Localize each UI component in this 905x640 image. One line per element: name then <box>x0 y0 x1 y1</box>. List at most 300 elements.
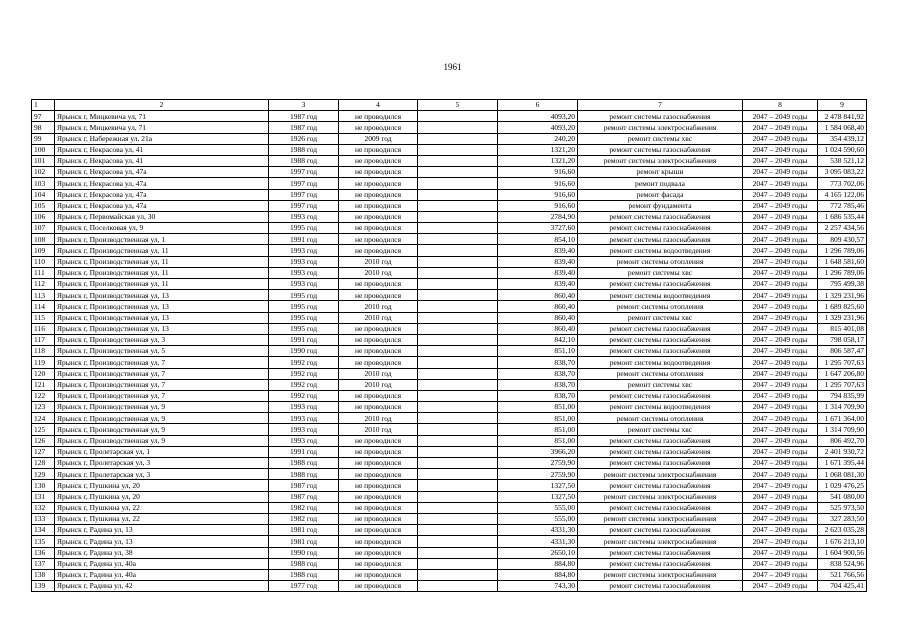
row-number-cell: 109 <box>32 245 55 256</box>
row-number-cell: 113 <box>32 290 55 301</box>
period-cell: 2047 – 2049 годы <box>743 390 818 401</box>
address-cell: Ярынск г, Некрасова ул, 47а <box>55 189 269 200</box>
cost-cell: 806 587,47 <box>818 346 867 357</box>
cost-cell: 3 095 083,22 <box>818 167 867 178</box>
cost-cell: 1 671 364,00 <box>818 413 867 424</box>
area-cell: 860,40 <box>498 312 578 323</box>
period-cell: 2047 – 2049 годы <box>743 155 818 166</box>
area-cell: 1321,20 <box>498 144 578 155</box>
cost-cell: 2 257 434,56 <box>818 223 867 234</box>
table-row <box>32 167 867 178</box>
period-cell: 2047 – 2049 годы <box>743 357 818 368</box>
col-5-cell <box>418 256 498 267</box>
row-number-cell: 108 <box>32 234 55 245</box>
last-repair-year-cell: не проводился <box>339 189 418 200</box>
address-cell: Ярынск г, Производственная ул, 3 <box>55 334 269 345</box>
work-type-cell: ремонт системы электроснабжения <box>578 569 743 580</box>
period-cell: 2047 – 2049 годы <box>743 245 818 256</box>
work-type-cell: ремонт системы газоснабжения <box>578 458 743 469</box>
row-number-cell: 103 <box>32 178 55 189</box>
build-year-cell: 1993 год <box>269 402 339 413</box>
col-5-cell <box>418 424 498 435</box>
cost-cell: 1 686 535,44 <box>818 211 867 222</box>
last-repair-year-cell: 2010 год <box>339 424 418 435</box>
column-header: 1 <box>32 100 55 111</box>
address-cell: Ярынск г, Некрасова ул, 47а <box>55 167 269 178</box>
build-year-cell: 1981 год <box>269 525 339 536</box>
col-5-cell <box>418 290 498 301</box>
column-header: 9 <box>818 100 867 111</box>
col-5-cell <box>418 513 498 524</box>
col-5-cell <box>418 189 498 200</box>
last-repair-year-cell: не проводился <box>339 346 418 357</box>
table-row <box>32 111 867 122</box>
col-5-cell <box>418 122 498 133</box>
col-5-cell <box>418 200 498 211</box>
column-header: 3 <box>269 100 339 111</box>
table-row <box>32 513 867 524</box>
build-year-cell: 1997 год <box>269 167 339 178</box>
table-row <box>32 122 867 133</box>
table-row <box>32 133 867 144</box>
row-number-cell: 124 <box>32 413 55 424</box>
cost-cell: 1 314 709,90 <box>818 424 867 435</box>
column-header: 6 <box>498 100 578 111</box>
cost-cell: 541 080,00 <box>818 491 867 502</box>
work-type-cell: ремонт системы газоснабжения <box>578 446 743 457</box>
cost-cell: 798 058,17 <box>818 334 867 345</box>
work-type-cell: ремонт системы газоснабжения <box>578 211 743 222</box>
address-cell: Ярынск г, Некрасова ул, 41 <box>55 144 269 155</box>
build-year-cell: 1987 год <box>269 480 339 491</box>
address-cell: Ярынск г, Производственная ул, 9 <box>55 435 269 446</box>
area-cell: 842,10 <box>498 334 578 345</box>
row-number-cell: 101 <box>32 155 55 166</box>
build-year-cell: 1995 год <box>269 290 339 301</box>
last-repair-year-cell: не проводился <box>339 513 418 524</box>
work-type-cell: ремонт системы газоснабжения <box>578 547 743 558</box>
table-row <box>32 155 867 166</box>
build-year-cell: 1993 год <box>269 211 339 222</box>
area-cell: 4331,30 <box>498 536 578 547</box>
last-repair-year-cell: не проводился <box>339 223 418 234</box>
table-row <box>32 491 867 502</box>
build-year-cell: 1993 год <box>269 413 339 424</box>
build-year-cell: 1993 год <box>269 279 339 290</box>
cost-cell: 525 973,50 <box>818 502 867 513</box>
last-repair-year-cell: 2010 год <box>339 256 418 267</box>
work-type-cell: ремонт системы газоснабжения <box>578 581 743 592</box>
cost-cell: 1 671 395,44 <box>818 458 867 469</box>
cost-cell: 1 068 081,30 <box>818 469 867 480</box>
table-row <box>32 547 867 558</box>
build-year-cell: 1992 год <box>269 368 339 379</box>
table-row <box>32 245 867 256</box>
work-type-cell: ремонт системы газоснабжения <box>578 558 743 569</box>
cost-cell: 521 766,56 <box>818 569 867 580</box>
period-cell: 2047 – 2049 годы <box>743 446 818 457</box>
col-5-cell <box>418 480 498 491</box>
build-year-cell: 1990 год <box>269 547 339 558</box>
build-year-cell: 1988 год <box>269 558 339 569</box>
col-5-cell <box>418 301 498 312</box>
area-cell: 2650,10 <box>498 547 578 558</box>
row-number-cell: 110 <box>32 256 55 267</box>
table-header-row <box>32 100 867 111</box>
area-cell: 839,40 <box>498 279 578 290</box>
row-number-cell: 116 <box>32 323 55 334</box>
col-5-cell <box>418 133 498 144</box>
address-cell: Ярынск г, Поселковая ул, 9 <box>55 223 269 234</box>
row-number-cell: 102 <box>32 167 55 178</box>
last-repair-year-cell: не проводился <box>339 547 418 558</box>
table-row <box>32 413 867 424</box>
work-type-cell: ремонт системы газоснабжения <box>578 346 743 357</box>
row-number-cell: 128 <box>32 458 55 469</box>
work-type-cell: ремонт системы отопления <box>578 413 743 424</box>
area-cell: 884,80 <box>498 558 578 569</box>
area-cell: 860,40 <box>498 290 578 301</box>
cost-cell: 1 295 707,63 <box>818 379 867 390</box>
table-row <box>32 402 867 413</box>
row-number-cell: 112 <box>32 279 55 290</box>
cost-cell: 1 296 789,06 <box>818 245 867 256</box>
row-number-cell: 99 <box>32 133 55 144</box>
area-cell: 555,00 <box>498 502 578 513</box>
area-cell: 916,60 <box>498 167 578 178</box>
address-cell: Ярынск г, Пушкина ул, 20 <box>55 480 269 491</box>
period-cell: 2047 – 2049 годы <box>743 200 818 211</box>
row-number-cell: 125 <box>32 424 55 435</box>
last-repair-year-cell: 2009 год <box>339 133 418 144</box>
last-repair-year-cell: не проводился <box>339 469 418 480</box>
work-type-cell: ремонт системы водоотведения <box>578 290 743 301</box>
area-cell: 838,70 <box>498 368 578 379</box>
period-cell: 2047 – 2049 годы <box>743 312 818 323</box>
address-cell: Ярынск г, Радина ул, 13 <box>55 525 269 536</box>
row-number-cell: 132 <box>32 502 55 513</box>
cost-cell: 1 604 900,56 <box>818 547 867 558</box>
work-type-cell: ремонт системы электроснабжения <box>578 491 743 502</box>
period-cell: 2047 – 2049 годы <box>743 122 818 133</box>
work-type-cell: ремонт системы отопления <box>578 368 743 379</box>
area-cell: 1321,20 <box>498 155 578 166</box>
area-cell: 851,10 <box>498 346 578 357</box>
build-year-cell: 1995 год <box>269 301 339 312</box>
cost-cell: 538 521,12 <box>818 155 867 166</box>
address-cell: Ярынск г, Набережная ул, 21а <box>55 133 269 144</box>
work-type-cell: ремонт системы хвс <box>578 267 743 278</box>
last-repair-year-cell: не проводился <box>339 446 418 457</box>
build-year-cell: 1987 год <box>269 122 339 133</box>
row-number-cell: 126 <box>32 435 55 446</box>
cost-cell: 838 524,96 <box>818 558 867 569</box>
period-cell: 2047 – 2049 годы <box>743 368 818 379</box>
address-cell: Ярынск г, Мицкевича ул, 71 <box>55 111 269 122</box>
area-cell: 851,00 <box>498 413 578 424</box>
column-header: 4 <box>339 100 418 111</box>
period-cell: 2047 – 2049 годы <box>743 189 818 200</box>
col-5-cell <box>418 491 498 502</box>
work-type-cell: ремонт системы газоснабжения <box>578 334 743 345</box>
address-cell: Ярынск г, Мицкевича ул, 71 <box>55 122 269 133</box>
period-cell: 2047 – 2049 годы <box>743 256 818 267</box>
area-cell: 2759,90 <box>498 469 578 480</box>
build-year-cell: 1988 год <box>269 458 339 469</box>
row-number-cell: 129 <box>32 469 55 480</box>
cost-cell: 1 029 476,25 <box>818 480 867 491</box>
row-number-cell: 106 <box>32 211 55 222</box>
build-year-cell: 1988 год <box>269 569 339 580</box>
work-type-cell: ремонт системы газоснабжения <box>578 502 743 513</box>
build-year-cell: 1995 год <box>269 223 339 234</box>
last-repair-year-cell: не проводился <box>339 111 418 122</box>
address-cell: Ярынск г, Радина ул, 38 <box>55 547 269 558</box>
work-type-cell: ремонт системы хвс <box>578 379 743 390</box>
last-repair-year-cell: не проводился <box>339 502 418 513</box>
address-cell: Ярынск г, Радина ул, 40а <box>55 558 269 569</box>
period-cell: 2047 – 2049 годы <box>743 569 818 580</box>
area-cell: 839,40 <box>498 267 578 278</box>
table-row <box>32 581 867 592</box>
work-type-cell: ремонт системы электроснабжения <box>578 469 743 480</box>
area-cell: 860,40 <box>498 301 578 312</box>
col-5-cell <box>418 413 498 424</box>
last-repair-year-cell: 2010 год <box>339 312 418 323</box>
build-year-cell: 1993 год <box>269 424 339 435</box>
build-year-cell: 1981 год <box>269 536 339 547</box>
period-cell: 2047 – 2049 годы <box>743 178 818 189</box>
work-type-cell: ремонт крыши <box>578 167 743 178</box>
table-row <box>32 211 867 222</box>
last-repair-year-cell: не проводился <box>339 279 418 290</box>
row-number-cell: 122 <box>32 390 55 401</box>
table-row <box>32 558 867 569</box>
table-row <box>32 301 867 312</box>
area-cell: 3727,60 <box>498 223 578 234</box>
col-5-cell <box>418 379 498 390</box>
col-5-cell <box>418 223 498 234</box>
period-cell: 2047 – 2049 годы <box>743 346 818 357</box>
address-cell: Ярынск г, Производственная ул, 9 <box>55 402 269 413</box>
period-cell: 2047 – 2049 годы <box>743 458 818 469</box>
row-number-cell: 134 <box>32 525 55 536</box>
table-row <box>32 446 867 457</box>
last-repair-year-cell: не проводился <box>339 357 418 368</box>
last-repair-year-cell: не проводился <box>339 558 418 569</box>
col-5-cell <box>418 569 498 580</box>
row-number-cell: 137 <box>32 558 55 569</box>
table-row <box>32 279 867 290</box>
address-cell: Ярынск г, Производственная ул, 11 <box>55 245 269 256</box>
row-number-cell: 138 <box>32 569 55 580</box>
row-number-cell: 131 <box>32 491 55 502</box>
cost-cell: 795 499,38 <box>818 279 867 290</box>
period-cell: 2047 – 2049 годы <box>743 144 818 155</box>
table-row <box>32 346 867 357</box>
address-cell: Ярынск г, Производственная ул, 7 <box>55 390 269 401</box>
address-cell: Ярынск г, Первомайская ул, 30 <box>55 211 269 222</box>
row-number-cell: 136 <box>32 547 55 558</box>
area-cell: 916,60 <box>498 189 578 200</box>
col-5-cell <box>418 581 498 592</box>
work-type-cell: ремонт системы газоснабжения <box>578 223 743 234</box>
row-number-cell: 100 <box>32 144 55 155</box>
period-cell: 2047 – 2049 годы <box>743 223 818 234</box>
area-cell: 1327,50 <box>498 491 578 502</box>
col-5-cell <box>418 267 498 278</box>
column-header: 7 <box>578 100 743 111</box>
period-cell: 2047 – 2049 годы <box>743 413 818 424</box>
last-repair-year-cell: не проводился <box>339 323 418 334</box>
table-row <box>32 368 867 379</box>
col-5-cell <box>418 279 498 290</box>
build-year-cell: 1992 год <box>269 379 339 390</box>
cost-cell: 704 425,41 <box>818 581 867 592</box>
column-header: 8 <box>743 100 818 111</box>
build-year-cell: 1988 год <box>269 469 339 480</box>
work-type-cell: ремонт системы газоснабжения <box>578 323 743 334</box>
area-cell: 3966,20 <box>498 446 578 457</box>
row-number-cell: 111 <box>32 267 55 278</box>
area-cell: 916,60 <box>498 200 578 211</box>
last-repair-year-cell: 2010 год <box>339 301 418 312</box>
last-repair-year-cell: 2010 год <box>339 368 418 379</box>
table-row <box>32 502 867 513</box>
area-cell: 839,40 <box>498 245 578 256</box>
build-year-cell: 1988 год <box>269 144 339 155</box>
address-cell: Ярынск г, Производственная ул, 7 <box>55 357 269 368</box>
row-number-cell: 127 <box>32 446 55 457</box>
area-cell: 854,10 <box>498 234 578 245</box>
table-row <box>32 379 867 390</box>
build-year-cell: 1995 год <box>269 312 339 323</box>
build-year-cell: 1987 год <box>269 491 339 502</box>
period-cell: 2047 – 2049 годы <box>743 211 818 222</box>
row-number-cell: 121 <box>32 379 55 390</box>
last-repair-year-cell: не проводился <box>339 491 418 502</box>
cost-cell: 1 329 231,96 <box>818 312 867 323</box>
cost-cell: 1 329 231,96 <box>818 290 867 301</box>
address-cell: Ярынск г, Производственная ул, 5 <box>55 346 269 357</box>
col-5-cell <box>418 346 498 357</box>
area-cell: 851,00 <box>498 402 578 413</box>
row-number-cell: 115 <box>32 312 55 323</box>
work-type-cell: ремонт системы газоснабжения <box>578 144 743 155</box>
address-cell: Ярынск г, Производственная ул, 11 <box>55 267 269 278</box>
period-cell: 2047 – 2049 годы <box>743 290 818 301</box>
cost-cell: 1 024 590,60 <box>818 144 867 155</box>
work-type-cell: ремонт системы газоснабжения <box>578 435 743 446</box>
table-row <box>32 424 867 435</box>
build-year-cell: 1997 год <box>269 178 339 189</box>
col-5-cell <box>418 312 498 323</box>
col-5-cell <box>418 446 498 457</box>
build-year-cell: 1997 год <box>269 189 339 200</box>
col-5-cell <box>418 167 498 178</box>
cost-cell: 809 430,57 <box>818 234 867 245</box>
period-cell: 2047 – 2049 годы <box>743 581 818 592</box>
row-number-cell: 105 <box>32 200 55 211</box>
last-repair-year-cell: не проводился <box>339 390 418 401</box>
address-cell: Ярынск г, Пушкина ул, 20 <box>55 491 269 502</box>
work-type-cell: ремонт системы отопления <box>578 256 743 267</box>
address-cell: Ярынск г, Радина ул, 40а <box>55 569 269 580</box>
address-cell: Ярынск г, Производственная ул, 13 <box>55 290 269 301</box>
row-number-cell: 107 <box>32 223 55 234</box>
col-5-cell <box>418 357 498 368</box>
work-type-cell: ремонт системы отопления <box>578 301 743 312</box>
last-repair-year-cell: не проводился <box>339 435 418 446</box>
address-cell: Ярынск г, Пушкина ул, 22 <box>55 502 269 513</box>
col-5-cell <box>418 234 498 245</box>
last-repair-year-cell: не проводился <box>339 155 418 166</box>
area-cell: 1327,50 <box>498 480 578 491</box>
cost-cell: 773 702,06 <box>818 178 867 189</box>
table-row <box>32 312 867 323</box>
row-number-cell: 98 <box>32 122 55 133</box>
cost-cell: 2 401 930,72 <box>818 446 867 457</box>
table-row <box>32 234 867 245</box>
work-type-cell: ремонт фундамента <box>578 200 743 211</box>
period-cell: 2047 – 2049 годы <box>743 525 818 536</box>
period-cell: 2047 – 2049 годы <box>743 491 818 502</box>
last-repair-year-cell: 2010 год <box>339 413 418 424</box>
area-cell: 2784,90 <box>498 211 578 222</box>
build-year-cell: 1982 год <box>269 502 339 513</box>
last-repair-year-cell: не проводился <box>339 167 418 178</box>
work-type-cell: ремонт системы газоснабжения <box>578 279 743 290</box>
row-number-cell: 135 <box>32 536 55 547</box>
period-cell: 2047 – 2049 годы <box>743 167 818 178</box>
cost-cell: 327 283,50 <box>818 513 867 524</box>
area-cell: 240,20 <box>498 133 578 144</box>
table-row <box>32 536 867 547</box>
last-repair-year-cell: не проводился <box>339 122 418 133</box>
col-5-cell <box>418 155 498 166</box>
col-5-cell <box>418 211 498 222</box>
last-repair-year-cell: не проводился <box>339 178 418 189</box>
period-cell: 2047 – 2049 годы <box>743 547 818 558</box>
cost-cell: 354 439,12 <box>818 133 867 144</box>
table-row <box>32 144 867 155</box>
address-cell: Ярынск г, Производственная ул, 13 <box>55 323 269 334</box>
address-cell: Ярынск г, Производственная ул, 13 <box>55 312 269 323</box>
period-cell: 2047 – 2049 годы <box>743 435 818 446</box>
area-cell: 839,40 <box>498 256 578 267</box>
build-year-cell: 1997 год <box>269 200 339 211</box>
col-5-cell <box>418 547 498 558</box>
address-cell: Ярынск г, Производственная ул, 11 <box>55 279 269 290</box>
work-type-cell: ремонт системы газоснабжения <box>578 234 743 245</box>
address-cell: Ярынск г, Производственная ул, 9 <box>55 424 269 435</box>
cost-cell: 1 648 581,60 <box>818 256 867 267</box>
repair-schedule-table <box>31 99 867 592</box>
area-cell: 838,70 <box>498 390 578 401</box>
build-year-cell: 1987 год <box>269 111 339 122</box>
col-5-cell <box>418 334 498 345</box>
work-type-cell: ремонт системы электроснабжения <box>578 122 743 133</box>
area-cell: 743,30 <box>498 581 578 592</box>
row-number-cell: 119 <box>32 357 55 368</box>
work-type-cell: ремонт системы водоотведения <box>578 245 743 256</box>
address-cell: Ярынск г, Радина ул, 42 <box>55 581 269 592</box>
table-row <box>32 223 867 234</box>
work-type-cell: ремонт системы водоотведения <box>578 357 743 368</box>
area-cell: 555,00 <box>498 513 578 524</box>
last-repair-year-cell: не проводился <box>339 569 418 580</box>
row-number-cell: 97 <box>32 111 55 122</box>
